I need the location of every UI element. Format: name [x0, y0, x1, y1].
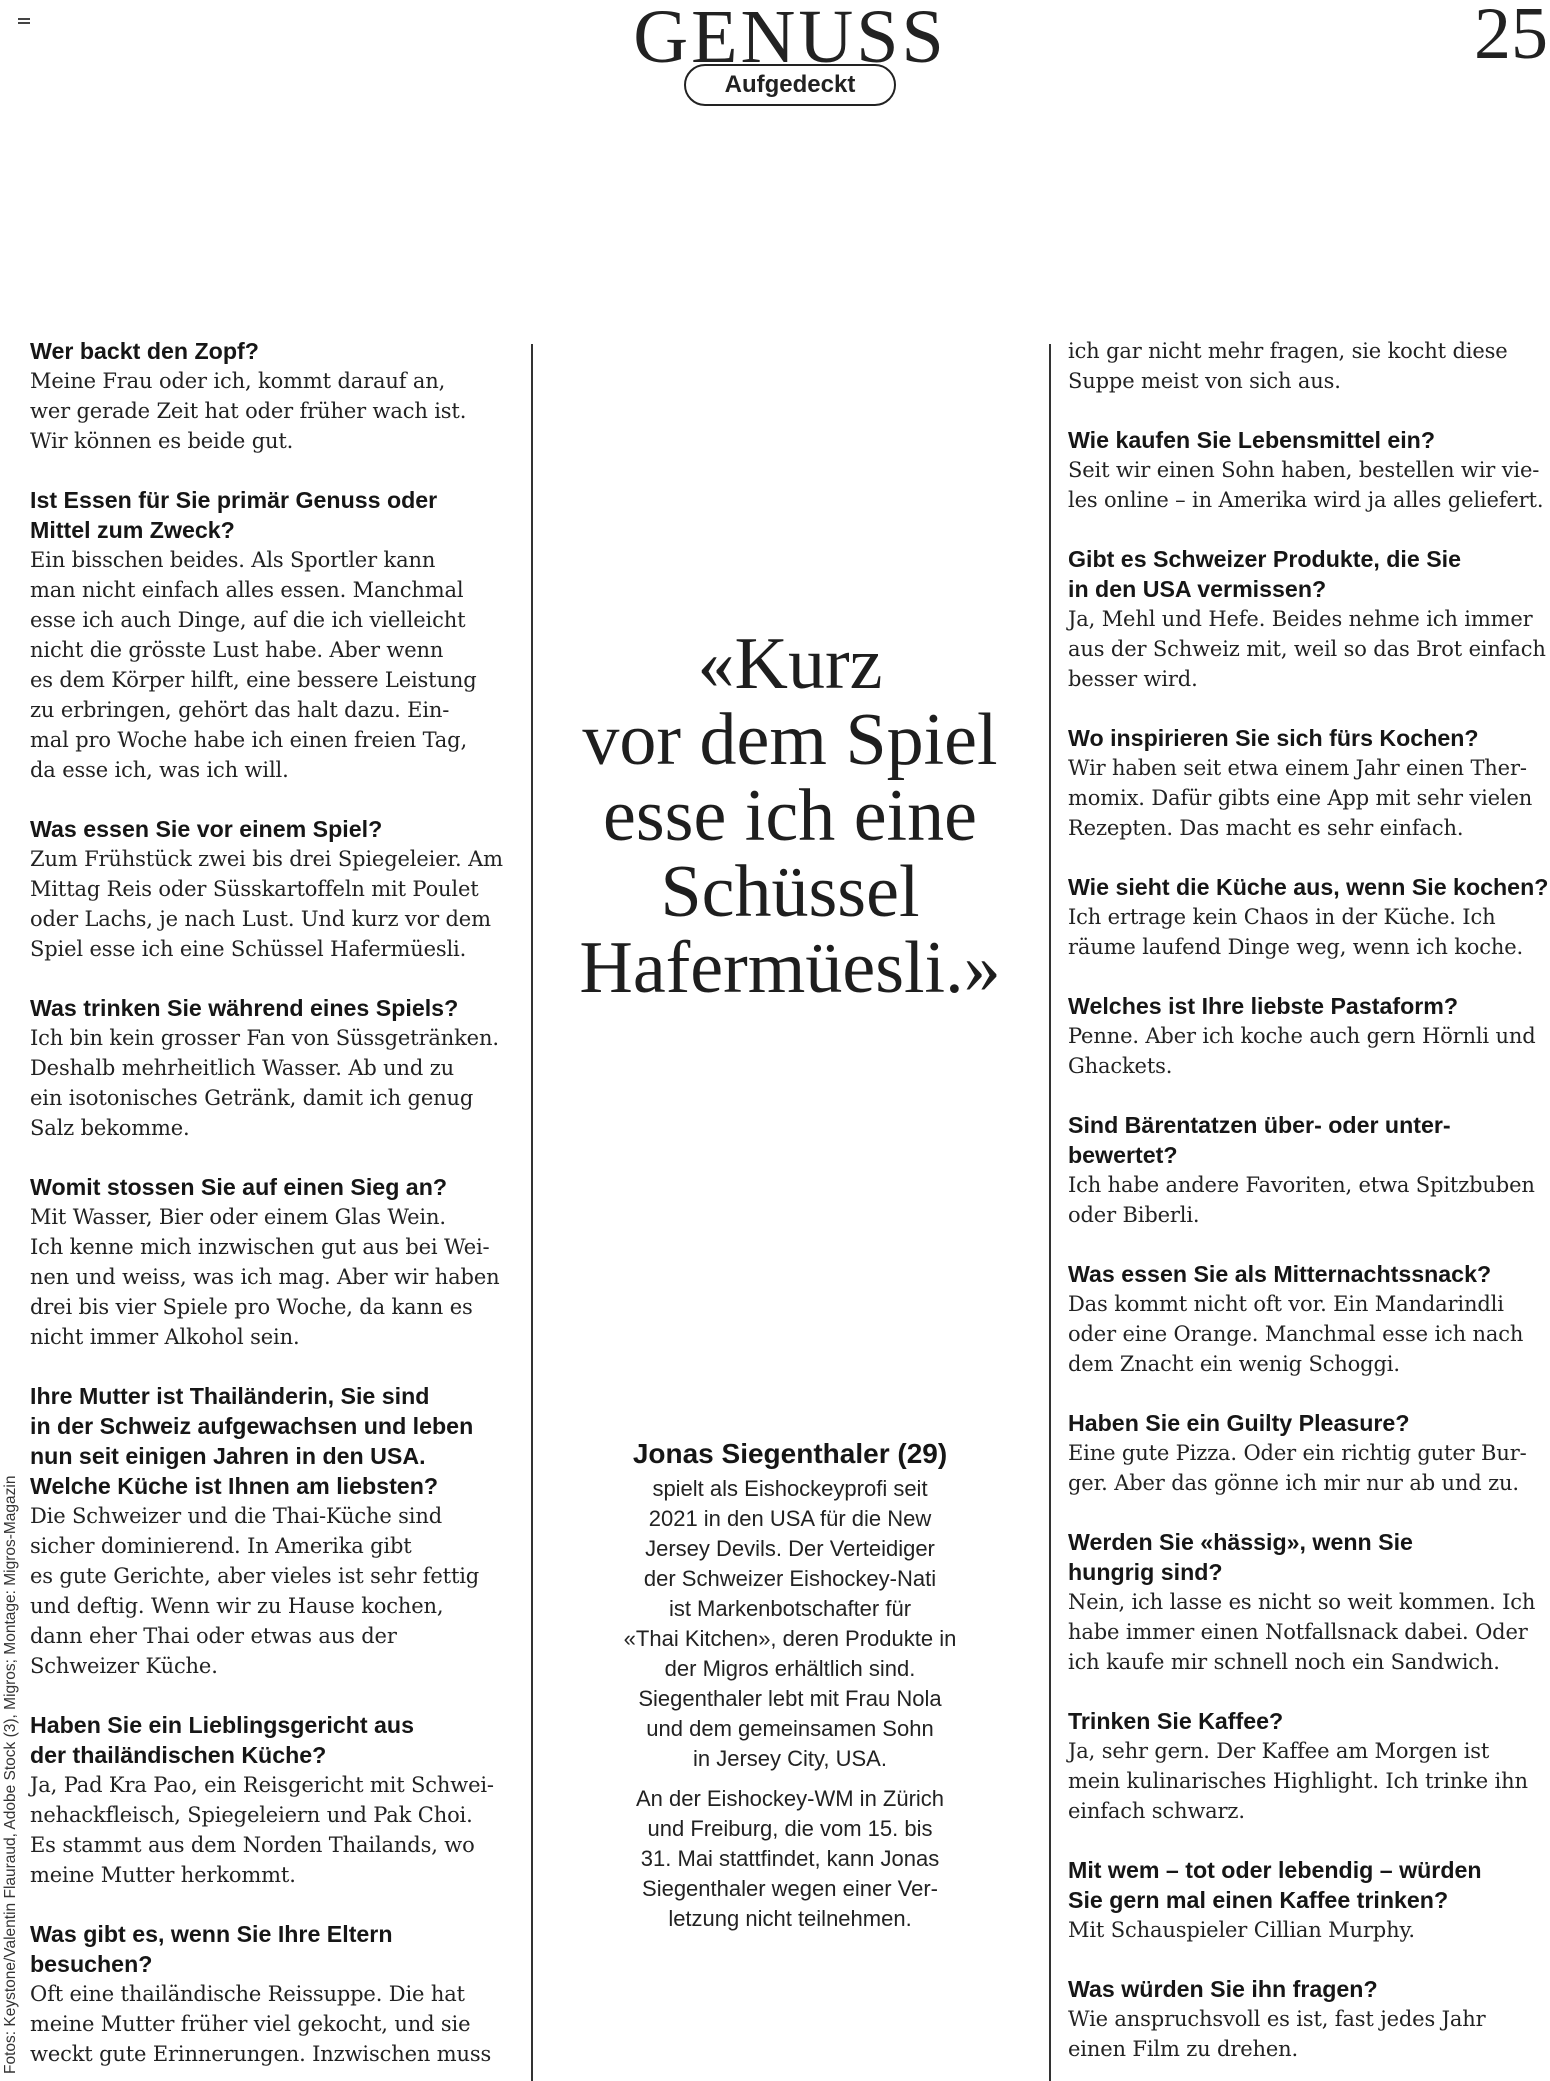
- interview-item: [30, 1710, 530, 1890]
- interview-answer: Seit wir einen Sohn haben, bestellen wir vie- les online – in Amerika wird ja alles geliefert.: [1068, 458, 1544, 512]
- interview-item: [30, 336, 530, 456]
- interview-item: [1068, 1259, 1550, 1379]
- interview-question: Was essen Sie als Mitternachtssnack?: [1068, 1261, 1492, 1287]
- interview-item: [1068, 544, 1550, 694]
- interview-answer-continuation: ich gar nicht mehr fragen, sie kocht diese Suppe meist von sich aus.: [1068, 339, 1508, 393]
- interview-item: [1068, 1974, 1550, 2064]
- interview-question: Haben Sie ein Guilty Pleasure?: [1068, 1410, 1410, 1436]
- interview-question: Womit stossen Sie auf einen Sieg an?: [30, 1174, 448, 1200]
- interview-question: Wo inspirieren Sie sich fürs Kochen?: [1068, 725, 1479, 751]
- interview-answer: Ja, Mehl und Hefe. Beides nehme ich immer aus der Schweiz mit, weil so das Brot einfach besser wird.: [1068, 607, 1546, 691]
- interview-answer: Ich habe andere Favoriten, etwa Spitzbuben oder Biberli.: [1068, 1173, 1535, 1227]
- interview-question: Sind Bärentatzen über- oder unter- bewertet?: [1068, 1112, 1451, 1168]
- interview-question: Wer backt den Zopf?: [30, 338, 259, 364]
- section-title: GENUSS: [633, 0, 947, 79]
- interview-answer: Nein, ich lasse es nicht so weit kommen. Ich habe immer einen Notfallsnack dabei. Oder ich kaufe mir schnell noch ein Sandwich.: [1068, 1590, 1536, 1674]
- interview-answer: Mit Schauspieler Cillian Murphy.: [1068, 1918, 1415, 1942]
- interview-question: Haben Sie ein Lieblingsgericht aus der thailändischen Küche?: [30, 1712, 414, 1768]
- interview-item: [30, 993, 530, 1143]
- interview-answer: Zum Frühstück zwei bis drei Spiegeleier. Am Mittag Reis oder Süsskartoffeln mit Poulet oder Lachs, je nach Lust. Und kurz vor dem Spiel esse ich eine Schüssel Hafermüesli.: [30, 847, 503, 961]
- interview-item: [30, 1381, 530, 1681]
- interview-item: [1068, 425, 1550, 515]
- interview-answer: Wie anspruchsvoll es ist, fast jedes Jahr einen Film zu drehen.: [1068, 2007, 1486, 2061]
- column-divider-left: [531, 344, 533, 2081]
- interview-question: Was trinken Sie während eines Spiels?: [30, 995, 459, 1021]
- interview-column-left: [30, 336, 530, 2081]
- interview-answer: Ein bisschen beides. Als Sportler kann man nicht einfach alles essen. Manchmal esse ich auch Dinge, auf die ich vielleicht nicht die grösste Lust habe. Aber wenn es dem Körper hilft, eine bessere Leistung zu erbringen, gehört das halt dazu. Ein- mal pro Woche habe ich einen freien Tag, da esse ich, was ich will.: [30, 548, 477, 782]
- interview-question: Wie sieht die Küche aus, wenn Sie kochen?: [1068, 874, 1549, 900]
- interview-column-right: [1068, 336, 1550, 2081]
- interview-question: Mit wem – tot oder lebendig – würden Sie gern mal einen Kaffee trinken?: [1068, 1857, 1482, 1913]
- interview-answer: Eine gute Pizza. Oder ein richtig guter Bur- ger. Aber das gönne ich mir nur ab und zu.: [1068, 1441, 1527, 1495]
- interview-question: Ihre Mutter ist Thailänderin, Sie sind in der Schweiz aufgewachsen und leben nun seit einigen Jahren in den USA. Welche Küche ist Ihnen am liebsten?: [30, 1383, 474, 1499]
- interview-answer: Meine Frau oder ich, kommt darauf an, wer gerade Zeit hat oder früher wach ist. Wir können es beide gut.: [30, 369, 467, 453]
- interview-answer: Wir haben seit etwa einem Jahr einen Ther- momix. Dafür gibts eine App mit sehr vielen Rezepten. Das macht es sehr einfach.: [1068, 756, 1533, 840]
- interview-item: [1068, 872, 1550, 962]
- interview-question: Ist Essen für Sie primär Genuss oder Mittel zum Zweck?: [30, 487, 438, 543]
- interview-question: Gibt es Schweizer Produkte, die Sie in den USA vermissen?: [1068, 546, 1462, 602]
- bio-box: [570, 1434, 1010, 1934]
- interview-item: [30, 1172, 530, 1352]
- interview-question: Was essen Sie vor einem Spiel?: [30, 816, 383, 842]
- interview-answer: Penne. Aber ich koche auch gern Hörnli und Ghackets.: [1068, 1024, 1536, 1078]
- interview-answer: Mit Wasser, Bier oder einem Glas Wein. Ich kenne mich inzwischen gut aus bei Wei- nen und weiss, was ich mag. Aber wir haben drei bis vier Spiele pro Woche, da kann es nicht immer Alkohol sein.: [30, 1205, 500, 1349]
- interview-question: Trinken Sie Kaffee?: [1068, 1708, 1284, 1734]
- interview-item: [30, 1919, 530, 2069]
- page-number: 25: [1474, 0, 1548, 75]
- interview-answer: Ja, sehr gern. Der Kaffee am Morgen ist mein kulinarisches Highlight. Ich trinke ihn einfach schwarz.: [1068, 1739, 1528, 1823]
- section-badge: Aufgedeckt: [684, 64, 896, 106]
- page-corner-mark: [18, 18, 30, 26]
- interview-answer: Das kommt nicht oft vor. Ein Mandarindli oder eine Orange. Manchmal esse ich nach dem Znacht ein wenig Schoggi.: [1068, 1292, 1524, 1376]
- pull-quote: «Kurz vor dem Spiel esse ich eine Schüssel Hafermüesli.»: [579, 623, 1001, 1009]
- interview-item: [1068, 1855, 1550, 1945]
- photo-credit: Fotos: Keystone/Valentin Flauraud, Adobe Stock (3), Migros; Montage: Migros-Magazin: [2, 1475, 19, 2074]
- interview-answer: Ja, Pad Kra Pao, ein Reisgericht mit Schwei- nehackfleisch, Spiegeleiern und Pak Choi. Es stammt aus dem Norden Thailands, wo meine Mutter herkommt.: [30, 1773, 494, 1887]
- interview-answer: Die Schweizer und die Thai-Küche sind sicher dominierend. In Amerika gibt es gute Gerichte, aber vieles ist sehr fettig und deftig. Wenn wir zu Hause kochen, dann eher Thai oder etwas aus der Schweizer Küche.: [30, 1504, 480, 1678]
- interview-item: [1068, 336, 1550, 396]
- interview-question: Was würden Sie ihn fragen?: [1068, 1976, 1378, 2002]
- interview-question: Welches ist Ihre liebste Pastaform?: [1068, 993, 1459, 1019]
- interview-item: [1068, 1408, 1550, 1498]
- interview-item: [1068, 1110, 1550, 1230]
- interview-question: Wie kaufen Sie Lebensmittel ein?: [1068, 427, 1436, 453]
- interview-item: [30, 485, 530, 785]
- interview-item: [1068, 991, 1550, 1081]
- column-divider-right: [1049, 344, 1051, 2081]
- bio-name: Jonas Siegenthaler (29): [632, 1438, 948, 1469]
- bio-paragraph: spielt als Eishockeyprofi seit 2021 in den USA für die New Jersey Devils. Der Verteidiger der Schweizer Eishockey-Nati ist Markenbotschafter für «Thai Kitchen», deren Produkte in der Migros erhältlich sind. Siegenthaler lebt mit Frau Nola und dem gemeinsamen Sohn in Jersey City, USA.: [623, 1476, 957, 1771]
- interview-item: [30, 814, 530, 964]
- interview-question: Werden Sie «hässig», wenn Sie hungrig sind?: [1068, 1529, 1413, 1585]
- interview-item: [1068, 723, 1550, 843]
- interview-item: [1068, 1527, 1550, 1677]
- interview-answer: Ich ertrage kein Chaos in der Küche. Ich räume laufend Dinge weg, wenn ich koche.: [1068, 905, 1524, 959]
- bio-paragraph: An der Eishockey-WM in Zürich und Freiburg, die vom 15. bis 31. Mai stattfindet, kann Jonas Siegenthaler wegen einer Ver- letzung nicht teilnehmen.: [635, 1786, 945, 1931]
- interview-answer: Oft eine thailändische Reissuppe. Die hat meine Mutter früher viel gekocht, und sie weckt gute Erinnerungen. Inzwischen muss: [30, 1982, 492, 2066]
- interview-answer: Ich bin kein grosser Fan von Süssgetränken. Deshalb mehrheitlich Wasser. Ab und zu ein isotonisches Getränk, damit ich genug Salz bekomme.: [30, 1026, 499, 1140]
- interview-question: Was gibt es, wenn Sie Ihre Eltern besuchen?: [30, 1921, 393, 1977]
- interview-item: [1068, 1706, 1550, 1826]
